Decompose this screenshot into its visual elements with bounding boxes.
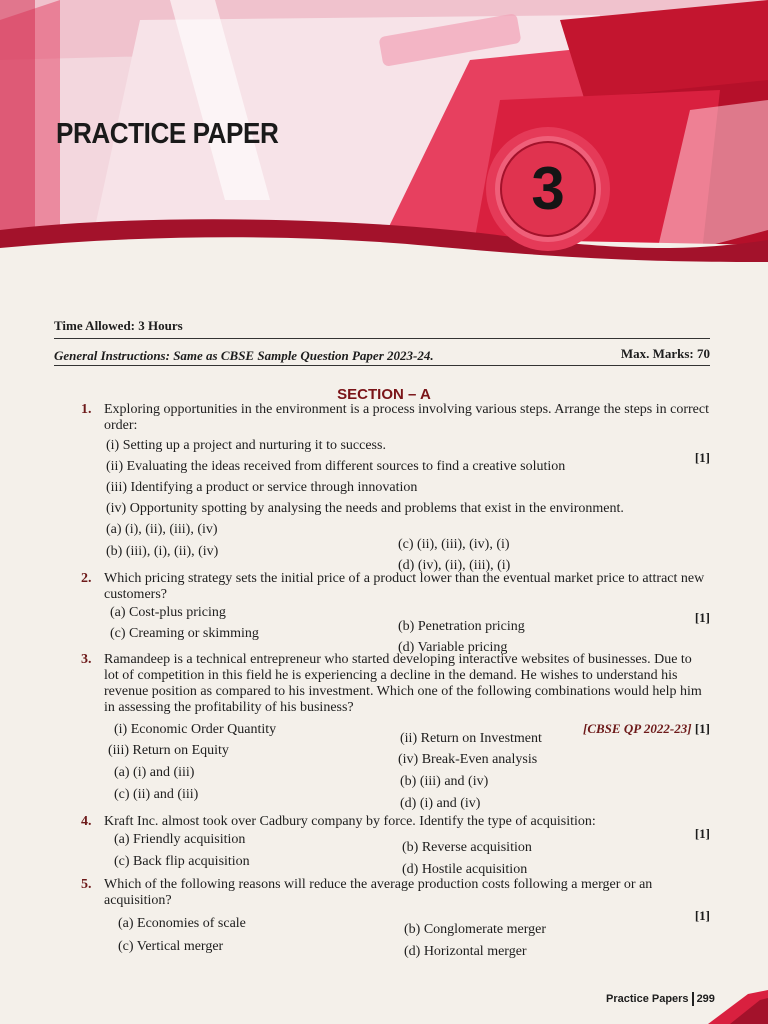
option[interactable]: (c) (ii), (iii), (iv), (i) — [398, 537, 510, 552]
option[interactable]: (d) (i) and (iv) — [400, 796, 481, 811]
page-footer — [606, 992, 715, 1006]
page-title: PRACTICE PAPER — [56, 118, 279, 150]
statement: (i) Setting up a project and nurturing it to success. — [106, 438, 386, 453]
marks: [1] — [694, 610, 710, 625]
question-4: 4. Kraft Inc. almost took over Cadbury company by force. Identify the type of acquisition: — [84, 814, 710, 830]
statement: (ii) Return on Investment — [400, 731, 542, 746]
option[interactable]: (a) Cost-plus pricing — [110, 605, 226, 620]
option[interactable]: (a) (i), (ii), (iii), (iv) — [106, 522, 218, 537]
option[interactable]: (b) Reverse acquisition — [402, 840, 532, 855]
divider — [54, 365, 710, 366]
general-instructions: General Instructions: Same as CBSE Sample Question Paper 2023-24. — [54, 348, 434, 363]
option[interactable]: (d) Variable pricing — [398, 640, 508, 655]
footer-label: Practice Papers — [606, 992, 689, 1005]
option[interactable]: (b) (iii), (i), (ii), (iv) — [106, 544, 219, 559]
marks: [1] — [694, 908, 710, 923]
marks: [CBSE QP 2022-23] [1] — [583, 721, 710, 736]
option[interactable]: (c) Vertical merger — [118, 939, 224, 954]
page-number: 299 — [696, 992, 715, 1005]
option[interactable]: (b) Conglomerate merger — [404, 922, 547, 937]
question-text: Ramandeep is a technical entrepreneur who started developing interactive websites of businesses. Due to lot of competition in this field he is experiencing a decline in the demand. He wishes to understand his revenue position as compared to his investment. Which one of the following combinations would help him in assessing the profitability of his business? — [104, 652, 702, 715]
option[interactable]: (b) Penetration pricing — [398, 619, 525, 634]
question-text: Which of the following reasons will reduce the average production costs following a merger or an acquisition? — [104, 877, 653, 908]
question-3: 3. Ramandeep is a technical entrepreneur who started developing interactive websites of businesses. Due to lot of competition in this field he is experiencing a decline in the demand. He wishes to understand his revenue position as compared to his investment. Which one of the following combinations would help him in assessing the profitability of his business? — [84, 652, 710, 716]
option[interactable]: (d) Hostile acquisition — [402, 862, 528, 877]
marks: [1] — [694, 826, 710, 841]
marks: [1] — [694, 450, 710, 465]
option[interactable]: (a) Economies of scale — [118, 916, 246, 931]
option[interactable]: (a) (i) and (iii) — [114, 765, 195, 780]
option[interactable]: (d) (iv), (ii), (iii), (i) — [398, 558, 511, 573]
option[interactable]: (c) Creaming or skimming — [110, 626, 259, 641]
question-2: 2. Which pricing strategy sets the initial price of a product lower than the eventual market price to attract new customers? — [84, 571, 710, 603]
option[interactable]: (c) Back flip acquisition — [114, 854, 250, 869]
section-heading: SECTION – A — [337, 386, 431, 403]
question-text: Exploring opportunities in the environment is a process involving various steps. Arrange the steps in correct order: — [104, 402, 709, 433]
question-text: Kraft Inc. almost took over Cadbury company by force. Identify the type of acquisition: — [104, 814, 596, 829]
statement: (iv) Opportunity spotting by analysing the needs and problems that exist in the environment. — [106, 501, 624, 516]
question-text: Which pricing strategy sets the initial price of a product lower than the eventual market price to attract new customers? — [104, 571, 705, 602]
option[interactable]: (b) (iii) and (iv) — [400, 774, 489, 789]
max-marks: Max. Marks: 70 — [620, 346, 710, 361]
statement: (iii) Identifying a product or service through innovation — [106, 480, 418, 495]
statement: (i) Economic Order Quantity — [114, 722, 277, 737]
reference: [CBSE QP 2022-23] — [583, 721, 692, 736]
divider — [54, 338, 710, 339]
divider — [692, 992, 694, 1006]
question-5: 5. Which of the following reasons will reduce the average production costs following a merger or an acquisition? — [84, 877, 710, 909]
corner-decoration — [708, 984, 768, 1024]
statement: (iii) Return on Equity — [108, 743, 229, 758]
statement: (iv) Break-Even analysis — [398, 752, 538, 767]
time-allowed: Time Allowed: 3 Hours — [54, 318, 183, 333]
paper-number: 3 — [531, 155, 565, 222]
question-1: 1. Exploring opportunities in the environment is a process involving various steps. Arrange the steps in correct order: — [81, 402, 709, 433]
option[interactable]: (d) Horizontal merger — [404, 944, 527, 959]
option[interactable]: (a) Friendly acquisition — [114, 832, 246, 847]
option[interactable]: (c) (ii) and (iii) — [114, 787, 199, 802]
statement: (ii) Evaluating the ideas received from different sources to find a creative solution — [106, 459, 566, 474]
